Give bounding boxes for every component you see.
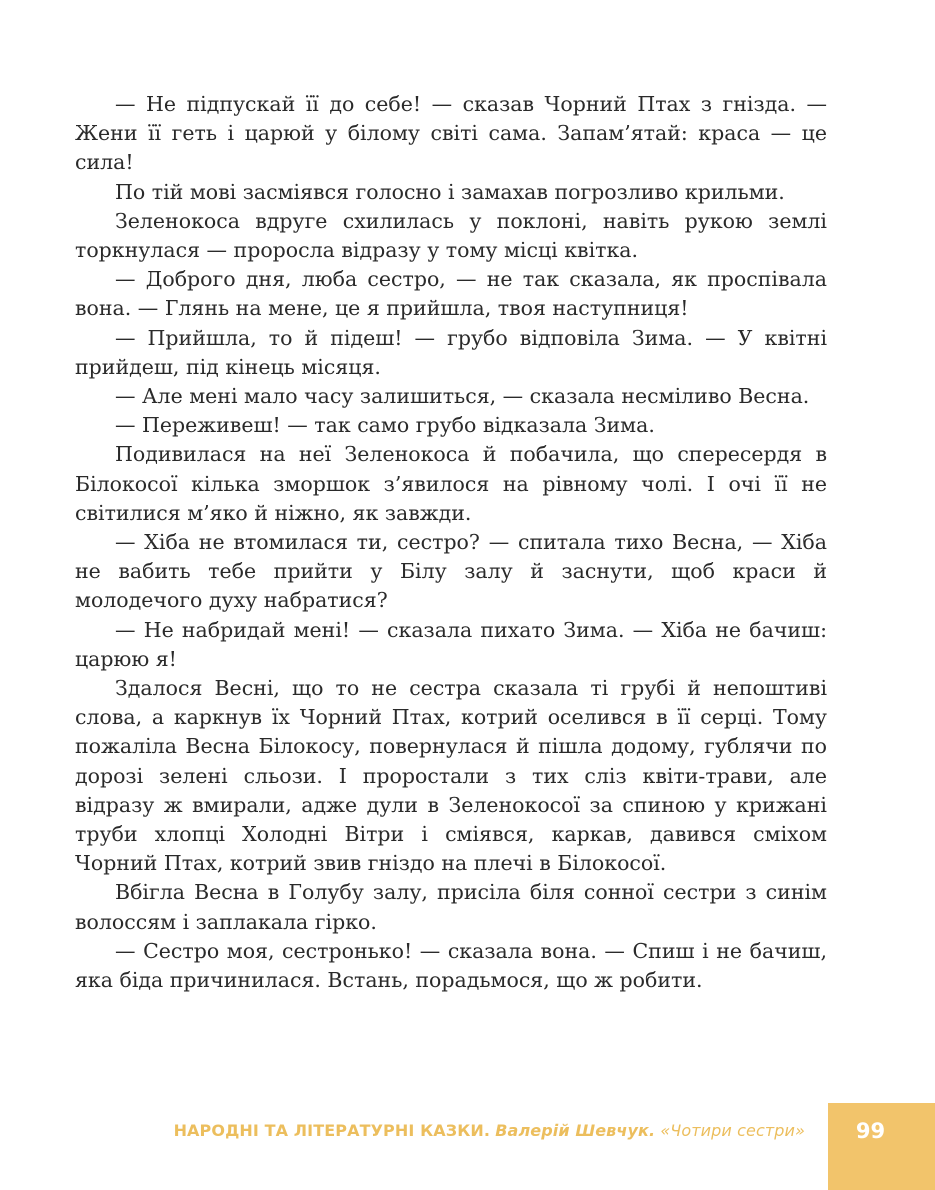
paragraph: Зеленокоса вдруге схилилась у поклоні, навіть рукою землі торкнулася — проросла відразу у тому місці квітка. <box>75 208 827 263</box>
page-number-tab <box>828 1103 935 1190</box>
paragraph: Подивилася на неї Зеленокоса й побачила, що спересердя в Білокосої кілька зморшок з’явилося на рівному чолі. І очі її не світилися м’яко й ніжно, як завжди. <box>75 442 827 525</box>
running-head-work: «Чотири сестри» <box>660 1121 805 1140</box>
paragraph: — Сестро моя, сестронько! — сказала вона. — Спиш і не бачиш, яка біда причинилася. Встань, порадьмося, що ж робити. <box>75 938 827 993</box>
running-head-author: Валерій Шевчук. <box>495 1121 656 1140</box>
running-head-section: НАРОДНІ ТА ЛІТЕРАТУРНІ КАЗКИ. <box>173 1121 491 1140</box>
paragraph: Здалося Весні, що то не сестра сказала ті грубі й непоштиві слова, а каркнув їх Чорний Птах, котрий оселився в її серці. Тому пожаліла Весна Білокосу, повернулася й пішла додому, гублячи по дорозі зелені сльози. І проростали з тих сліз квіти-трави, але відразу ж вмирали, адже дули в Зеленокосої за спиною у крижані труби хлопці Холодні Вітри і сміявся, каркав, давився сміхом Чорний Птах, котрий звив гніздо на плечі в Білокосої. <box>75 676 827 876</box>
paragraph: — Доброго дня, люба сестро, — не так сказала, як проспівала вона. — Глянь на мене, це я прийшла, твоя наступниця! <box>75 267 827 321</box>
page-number: 99 <box>855 1119 886 1143</box>
paragraph: — Не підпускай її до себе! — сказав Чорний Птах з гнізда. — Жени її геть і царюй у білому світі сама. Запам’ятай: краса — це сила! <box>75 92 827 175</box>
paragraph: — Переживеш! — так само грубо відказала Зима. <box>115 413 655 438</box>
paragraph: — Не набридай мені! — сказала пихато Зима. — Хіба не бачиш: царюю я! <box>75 617 827 671</box>
page-footer <box>0 1103 935 1190</box>
paragraph: — Хіба не втомилася ти, сестро? — спитала тихо Весна, — Хіба не вабить тебе прийти у Білу залу й заснути, щоб краси й молодечого духу набратися? <box>75 530 827 613</box>
paragraph: По тій мові засміявся голосно і замахав погрозливо крильми. <box>115 179 785 204</box>
paragraph: Вбігла Весна в Голубу залу, присіла біля сонної сестри з синім волоссям і заплакала гірко. <box>75 880 827 934</box>
paragraph: — Але мені мало часу залишиться, — сказала несміливо Весна. <box>115 384 810 409</box>
paragraph: — Прийшла, то й підеш! — грубо відповіла Зима. — У квітні прийдеш, під кінець місяця. <box>75 325 827 379</box>
story-text <box>75 90 827 995</box>
running-head <box>174 1121 805 1140</box>
